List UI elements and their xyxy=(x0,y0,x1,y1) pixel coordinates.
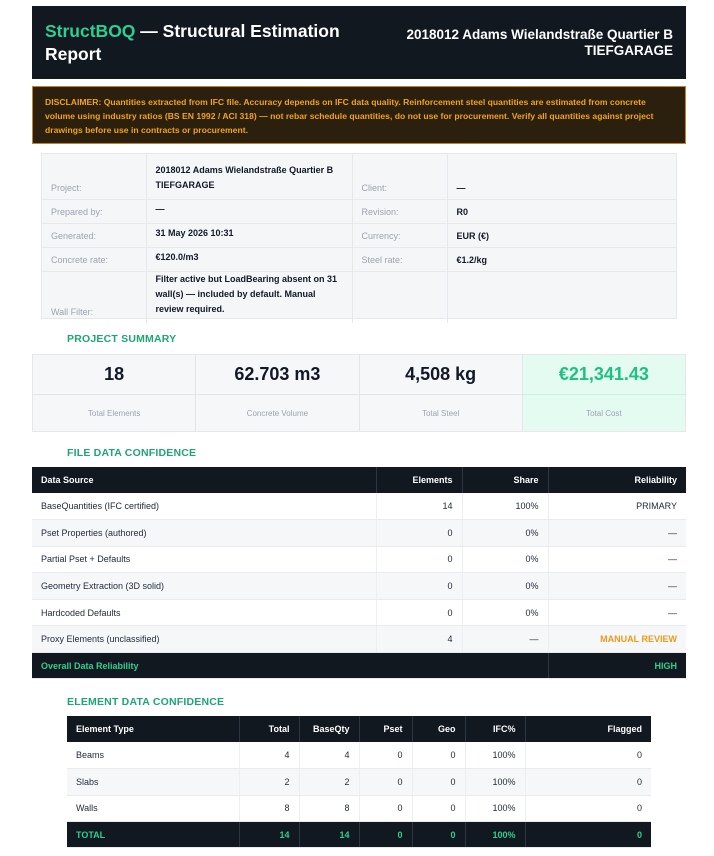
table-row xyxy=(67,769,651,796)
data-source-cell: BaseQuantities (IFC certified) xyxy=(32,493,376,520)
manual-review-badge: MANUAL REVIEW xyxy=(548,626,686,653)
summary-card-steel xyxy=(360,355,523,431)
geo-cell: 0 xyxy=(412,769,465,796)
project-info-panel xyxy=(41,153,677,319)
table-footer-row xyxy=(32,653,686,679)
table-row xyxy=(32,493,686,520)
summary-card-elements xyxy=(33,355,196,431)
ifc-percent-cell: 100% xyxy=(465,795,525,822)
steel-rate-label: Steel rate: xyxy=(352,247,447,271)
col-geo: Geo xyxy=(412,716,465,742)
pset-cell: 0 xyxy=(359,769,412,796)
prepared-by-value: — xyxy=(146,199,352,223)
project-value: 2018012 Adams Wielandstraße Quartier B TIEFGARAGE xyxy=(146,154,352,199)
geo-cell: 0 xyxy=(412,795,465,822)
reliability-cell: — xyxy=(548,599,686,626)
revision-value: R0 xyxy=(447,199,676,223)
col-elements: Elements xyxy=(376,467,462,493)
report-header xyxy=(32,6,686,79)
table-header-row xyxy=(67,716,651,742)
ifc-percent-cell: 100% xyxy=(465,742,525,769)
pset-cell: 0 xyxy=(359,822,412,848)
col-baseqty: BaseQty xyxy=(299,716,359,742)
prepared-by-label: Prepared by: xyxy=(42,199,146,223)
element-type-cell: Slabs xyxy=(67,769,239,796)
total-cell: 4 xyxy=(239,742,299,769)
client-label: Client: xyxy=(352,154,447,199)
total-steel-label: Total Steel xyxy=(421,408,460,418)
wall-filter-value: Filter active but LoadBearing absent on 31 wall(s) — included by default. Manual review required. xyxy=(146,271,352,323)
total-label: TOTAL xyxy=(67,822,239,848)
elements-cell: 0 xyxy=(376,520,462,547)
total-cost-value: €21,341.43 xyxy=(523,355,685,395)
brand-name: StructBOQ xyxy=(45,20,136,41)
generated-label: Generated: xyxy=(42,223,146,247)
summary-card-cost xyxy=(523,355,685,431)
concrete-rate-label: Concrete rate: xyxy=(42,247,146,271)
flagged-cell: 0 xyxy=(525,822,651,848)
col-element-type: Element Type xyxy=(67,716,239,742)
table-row xyxy=(32,546,686,573)
col-total: Total xyxy=(239,716,299,742)
data-source-cell: Pset Properties (authored) xyxy=(32,520,376,547)
report-title-text: — Structural Estimation Report xyxy=(45,20,340,64)
generated-value: 31 May 2026 10:31 xyxy=(146,223,352,247)
col-data-source: Data Source xyxy=(32,467,376,493)
reliability-cell: — xyxy=(548,520,686,547)
geo-cell: 0 xyxy=(412,742,465,769)
table-row xyxy=(32,573,686,600)
flagged-cell: 0 xyxy=(525,795,651,822)
elements-cell: 14 xyxy=(376,493,462,520)
steel-rate-value: €1.2/kg xyxy=(447,247,676,271)
empty-cell xyxy=(447,271,676,323)
overall-reliability-value: HIGH xyxy=(548,653,686,679)
baseqty-cell: 8 xyxy=(299,795,359,822)
col-flagged: Flagged xyxy=(525,716,651,742)
project-summary-title: PROJECT SUMMARY xyxy=(67,333,177,345)
col-share: Share xyxy=(462,467,548,493)
table-row xyxy=(32,520,686,547)
element-type-cell: Beams xyxy=(67,742,239,769)
project-title xyxy=(407,27,674,59)
data-source-cell: Partial Pset + Defaults xyxy=(32,546,376,573)
total-cell: 8 xyxy=(239,795,299,822)
currency-label: Currency: xyxy=(352,223,447,247)
empty-cell xyxy=(352,271,447,323)
data-source-cell: Geometry Extraction (3D solid) xyxy=(32,573,376,600)
total-elements-value: 18 xyxy=(33,355,195,395)
client-value: — xyxy=(447,154,676,199)
project-title-line1: 2018012 Adams Wielandstraße Quartier B xyxy=(406,26,673,42)
elements-cell: 4 xyxy=(376,626,462,653)
total-cell: 14 xyxy=(239,822,299,848)
elements-cell: 0 xyxy=(376,599,462,626)
total-cell: 2 xyxy=(239,769,299,796)
share-cell: 0% xyxy=(462,599,548,626)
report-title xyxy=(45,20,345,66)
share-cell: 100% xyxy=(462,493,548,520)
concrete-volume-label: Concrete Volume xyxy=(246,408,309,418)
table-row xyxy=(67,795,651,822)
element-type-cell: Walls xyxy=(67,795,239,822)
col-pset: Pset xyxy=(359,716,412,742)
reliability-cell: — xyxy=(548,546,686,573)
element-confidence-table xyxy=(67,716,651,848)
reliability-cell: — xyxy=(548,573,686,600)
currency-value: EUR (€) xyxy=(447,223,676,247)
elements-cell: 0 xyxy=(376,546,462,573)
concrete-volume-value: 62.703 m3 xyxy=(196,355,358,395)
table-row xyxy=(32,626,686,653)
file-confidence-title: FILE DATA CONFIDENCE xyxy=(67,447,197,459)
project-label: Project: xyxy=(42,154,146,199)
concrete-rate-value: €120.0/m3 xyxy=(146,247,352,271)
overall-reliability-label: Overall Data Reliability xyxy=(32,653,548,679)
total-cost-label: Total Cost xyxy=(586,408,622,418)
pset-cell: 0 xyxy=(359,742,412,769)
table-total-row xyxy=(67,822,651,848)
project-title-line2: TIEFGARAGE xyxy=(584,42,673,58)
data-source-cell: Proxy Elements (unclassified) xyxy=(32,626,376,653)
ifc-percent-cell: 100% xyxy=(465,769,525,796)
project-summary xyxy=(32,354,686,432)
ifc-percent-cell: 100% xyxy=(465,822,525,848)
share-cell: 0% xyxy=(462,520,548,547)
disclaimer-banner: DISCLAIMER: Quantities extracted from IFC file. Accuracy depends on IFC data quality. Reinforcement steel quantities are estimated from concrete volume using industry ratios (BS EN 1992 / ACI 318) — not rebar schedule quantities, do not use for procurement. Verify all quantities against project drawings before use in contracts or procurement. xyxy=(32,86,686,144)
elements-cell: 0 xyxy=(376,573,462,600)
share-cell: 0% xyxy=(462,573,548,600)
summary-card-concrete xyxy=(196,355,359,431)
flagged-cell: 0 xyxy=(525,742,651,769)
baseqty-cell: 14 xyxy=(299,822,359,848)
baseqty-cell: 4 xyxy=(299,742,359,769)
share-cell: — xyxy=(462,626,548,653)
baseqty-cell: 2 xyxy=(299,769,359,796)
data-source-cell: Hardcoded Defaults xyxy=(32,599,376,626)
table-row xyxy=(67,742,651,769)
total-steel-value: 4,508 kg xyxy=(360,355,522,395)
file-confidence-table xyxy=(32,467,686,679)
col-reliability: Reliability xyxy=(548,467,686,493)
pset-cell: 0 xyxy=(359,795,412,822)
total-elements-label: Total Elements xyxy=(87,408,141,418)
element-confidence-title: ELEMENT DATA CONFIDENCE xyxy=(67,696,225,708)
revision-label: Revision: xyxy=(352,199,447,223)
table-header-row xyxy=(32,467,686,493)
wall-filter-label: Wall Filter: xyxy=(42,271,146,323)
reliability-cell: PRIMARY xyxy=(548,493,686,520)
col-ifc-percent: IFC% xyxy=(465,716,525,742)
flagged-cell: 0 xyxy=(525,769,651,796)
share-cell: 0% xyxy=(462,546,548,573)
table-row xyxy=(32,599,686,626)
geo-cell: 0 xyxy=(412,822,465,848)
